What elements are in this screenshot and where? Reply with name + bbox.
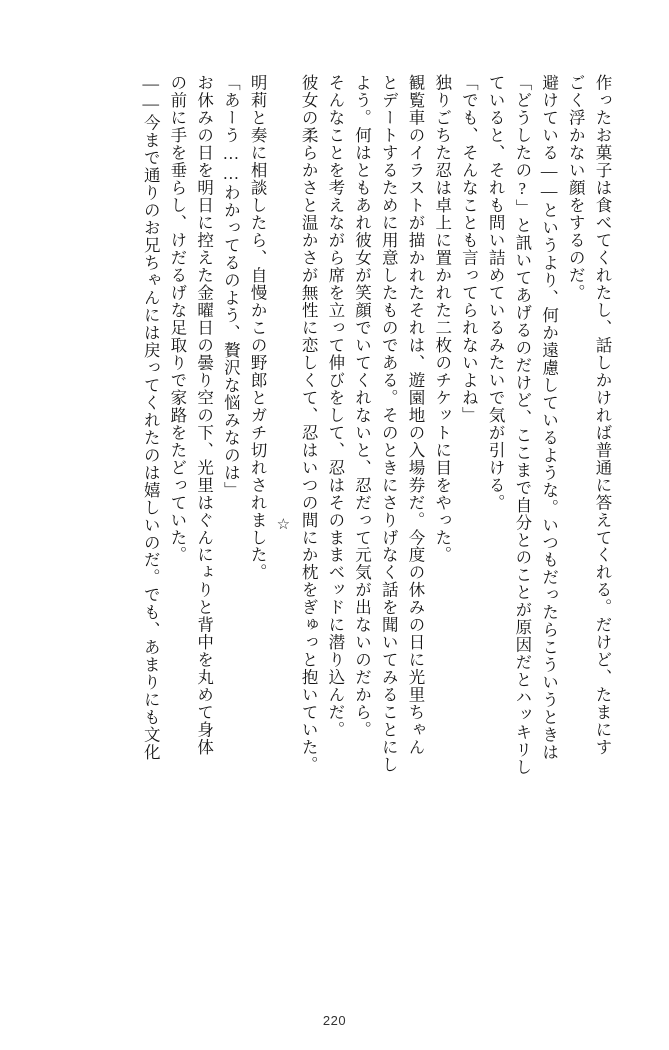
page-text-body (54, 74, 615, 974)
paragraph: お休みの日を明日に控えた金曜日の曇り空の下、光里はぐんにょりと背中を丸めて身体 (194, 74, 214, 757)
paragraph: そんなことを考えながら席を立って伸びをして、忍はそのままベッドに潜り込んだ。 (325, 74, 345, 739)
paragraph: 避けている――というより、何か遠慮しているような。いつもだったらこういうときは (539, 74, 559, 762)
section-break-ornament: ☆ (274, 515, 291, 533)
paragraph: とデートするために用意したものである。そのときにさりげなく話を聞いてみることにし (379, 74, 399, 774)
paragraph: ていると、それも問い詰めているみたいで気が引ける。 (486, 74, 506, 512)
paragraph: 作ったお菓子は食べてくれたし、話しかければ普通に答えてくれる。だけど、たまにす (593, 74, 612, 757)
paragraph: ――今まで通りのお兄ちゃんには戻ってくれたのは嬉しいのだ。でも、あまりにも文化 (141, 74, 161, 762)
paragraph: 明莉と奏に相談したら、自慢かこの野郎とガチ切れされました。 (248, 74, 268, 582)
paragraph: 「でも、そんなことも言ってられないよね」 (459, 74, 479, 424)
paragraph: 観覧車のイラストが描かれたそれは、遊園地の入場券だ。今度の休みの日に光里ちゃん (405, 74, 425, 757)
paragraph: 「あーう……わかってるのよう、贅沢な悩みなのは」 (221, 74, 241, 499)
paragraph: 彼女の柔らかさと温かさが無性に恋しくて、忍はいつの間にか枕をぎゅっと抱いていた。 (299, 74, 319, 774)
paragraph: よう。何はともあれ彼女が笑顔でいてくれないと、忍だって元気が出ないのだから。 (352, 74, 372, 739)
paragraph: ごく浮かない顔をするのだ。 (566, 74, 586, 302)
paragraph: の前に手を垂らし、けだるげな足取りで家路をたどっていた。 (167, 74, 187, 564)
paragraph: 「どうしたの?」と訊いてあげるのだけど、ここまで自分とのことが原因だとハッキリし (512, 74, 532, 777)
page-number: 220 (322, 1013, 347, 1028)
paragraph: 独りごちた忍は卓上に置かれた二枚のチケットに目をやった。 (432, 74, 452, 564)
